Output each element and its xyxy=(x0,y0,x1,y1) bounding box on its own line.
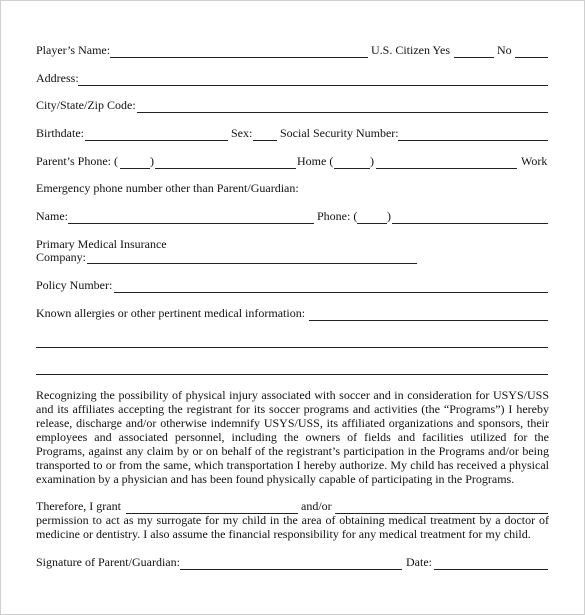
birthdate-label: Birthdate: xyxy=(36,126,84,140)
allergies-field[interactable] xyxy=(309,320,548,321)
signature-label: Signature of Parent/Guardian: xyxy=(36,555,180,569)
date-field[interactable] xyxy=(434,569,548,570)
player-name-label: Player’s Name: xyxy=(36,43,111,57)
insurance-label-line1: Primary Medical Insurance xyxy=(36,237,167,251)
address-label: Address: xyxy=(36,71,79,85)
parents-phone-area-code[interactable] xyxy=(120,168,150,169)
grant-paragraph xyxy=(36,513,549,541)
citizen-yes-field[interactable] xyxy=(454,57,494,58)
city-state-zip-label: City/State/Zip Code: xyxy=(36,98,136,112)
waiver-paragraph xyxy=(36,388,549,486)
insurance-label-line2: Company: xyxy=(36,250,86,264)
grant-label: Therefore, I grant xyxy=(36,499,121,513)
ssn-label: Social Security Number: xyxy=(280,126,399,140)
parents-phone-label: Parent’s Phone: ( xyxy=(36,154,118,168)
paren-close: ) xyxy=(150,154,154,168)
birthdate-field[interactable] xyxy=(85,140,228,141)
city-state-zip-field[interactable] xyxy=(137,112,548,113)
paren-close: ) xyxy=(387,209,391,223)
emergency-name-label: Name: xyxy=(36,209,68,223)
waiver-line: examination by a physician and has been found physically capable of participating in the Programs. xyxy=(36,472,515,486)
ssn-field[interactable] xyxy=(398,140,548,141)
waiver-line: and its affiliates accepting the registrant for its soccer programs and activities (the “Programs”) I hereby xyxy=(36,402,549,416)
parents-phone-field[interactable] xyxy=(155,168,296,169)
waiver-line: release, discharge and/or otherwise indemnify USYS/USS, its affiliated organizations and sponsors, their xyxy=(36,416,549,430)
insurance-company-field[interactable] xyxy=(87,263,417,264)
signature-field[interactable] xyxy=(180,569,402,570)
home-area-code[interactable] xyxy=(334,168,370,169)
emergency-heading: Emergency phone number other than Parent/Guardian: xyxy=(36,181,299,195)
date-label: Date: xyxy=(406,555,432,569)
paren-close: ) xyxy=(370,154,374,168)
grant-line: medicine or dentistry. I also assume the financial responsibility for any medical treatment for my child. xyxy=(36,527,531,541)
andor-label: and/or xyxy=(301,499,332,513)
sex-label: Sex: xyxy=(231,126,253,140)
policy-number-field[interactable] xyxy=(114,292,548,293)
work-label: Work xyxy=(521,154,548,168)
player-name-field[interactable] xyxy=(110,57,368,58)
address-field[interactable] xyxy=(78,85,548,86)
citizen-no-label: No xyxy=(497,43,512,57)
allergies-field-line2[interactable] xyxy=(36,347,548,348)
waiver-line: Recognizing the possibility of physical injury associated with soccer and in consideration for USYS/USS xyxy=(36,388,549,402)
work-phone-field[interactable] xyxy=(376,168,517,169)
home-label: Home ( xyxy=(297,154,334,168)
emergency-phone-label: Phone: ( xyxy=(317,209,358,223)
policy-number-label: Policy Number: xyxy=(36,278,113,292)
emergency-phone-area-code[interactable] xyxy=(357,223,387,224)
emergency-phone-field[interactable] xyxy=(392,223,548,224)
waiver-line: transported to or from the same, which transportation I hereby authorize. My child has received a physical xyxy=(36,458,549,472)
allergies-field-line3[interactable] xyxy=(36,374,548,375)
emergency-name-field[interactable] xyxy=(68,223,314,224)
waiver-line: employees and associated personnel, including the owners of fields and facilities utilized for the xyxy=(36,430,549,444)
citizen-no-field[interactable] xyxy=(515,57,548,58)
waiver-line: Programs, against any claim by or on behalf of the registrant’s participation in the Programs and/or being xyxy=(36,444,549,458)
allergies-label: Known allergies or other pertinent medical information: xyxy=(36,306,306,320)
citizen-label: U.S. Citizen Yes xyxy=(371,43,451,57)
sex-field[interactable] xyxy=(253,140,277,141)
grant-line: permission to act as my surrogate for my child in the area of obtaining medical treatment by a doctor of xyxy=(36,513,549,527)
